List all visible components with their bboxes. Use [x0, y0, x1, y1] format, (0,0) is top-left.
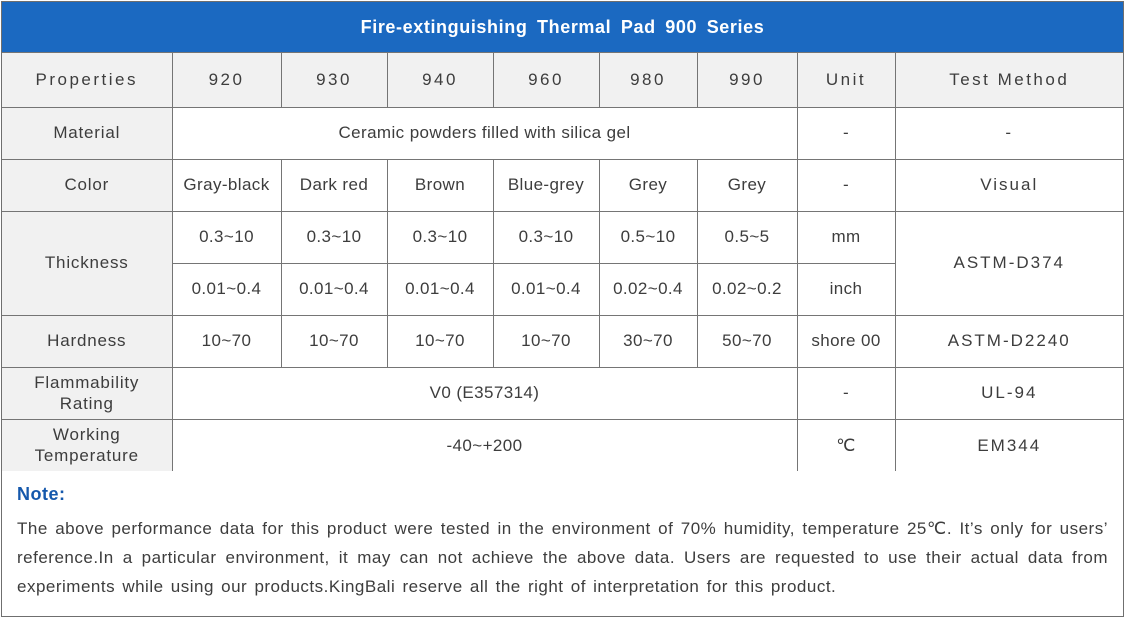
thickness-inch-980: 0.02~0.4 [599, 263, 697, 315]
col-header-unit: Unit [797, 53, 895, 107]
working-temperature-unit: ℃ [797, 419, 895, 471]
col-header-test-method: Test Method [895, 53, 1123, 107]
material-test-method: - [895, 107, 1123, 159]
note-section [2, 471, 1123, 601]
datasheet [1, 1, 1124, 617]
thickness-inch-990: 0.02~0.2 [697, 263, 797, 315]
material-value: Ceramic powders filled with silica gel [172, 107, 797, 159]
row-color [2, 159, 1123, 211]
thickness-mm-990: 0.5~5 [697, 211, 797, 263]
color-value-960: Blue-grey [493, 159, 599, 211]
title-banner [2, 2, 1123, 53]
col-header-920: 920 [172, 53, 281, 107]
color-value-920: Gray-black [172, 159, 281, 211]
color-value-930: Dark red [281, 159, 387, 211]
header-row [2, 53, 1123, 107]
hardness-value-990: 50~70 [697, 315, 797, 367]
col-header-990: 990 [697, 53, 797, 107]
thickness-label: Thickness [2, 211, 172, 315]
color-value-940: Brown [387, 159, 493, 211]
thickness-mm-960: 0.3~10 [493, 211, 599, 263]
row-thickness-mm [2, 211, 1123, 263]
thickness-inch-960: 0.01~0.4 [493, 263, 599, 315]
hardness-value-930: 10~70 [281, 315, 387, 367]
color-value-980: Grey [599, 159, 697, 211]
col-header-930: 930 [281, 53, 387, 107]
color-label: Color [2, 159, 172, 211]
hardness-value-960: 10~70 [493, 315, 599, 367]
flammability-unit: - [797, 367, 895, 419]
hardness-value-920: 10~70 [172, 315, 281, 367]
page-title: Fire-extinguishing Thermal Pad 900 Series [360, 16, 765, 37]
color-test-method: Visual [895, 159, 1123, 211]
col-header-940: 940 [387, 53, 493, 107]
col-header-960: 960 [493, 53, 599, 107]
working-temperature-test-method: EM344 [895, 419, 1123, 471]
hardness-test-method: ASTM-D2240 [895, 315, 1123, 367]
material-unit: - [797, 107, 895, 159]
thickness-unit-mm: mm [797, 211, 895, 263]
material-label: Material [2, 107, 172, 159]
spec-table [2, 53, 1123, 471]
thickness-inch-930: 0.01~0.4 [281, 263, 387, 315]
row-hardness [2, 315, 1123, 367]
working-temperature-value: -40~+200 [172, 419, 797, 471]
flammability-test-method: UL-94 [895, 367, 1123, 419]
flammability-value: V0 (E357314) [172, 367, 797, 419]
color-unit: - [797, 159, 895, 211]
color-value-990: Grey [697, 159, 797, 211]
thickness-inch-940: 0.01~0.4 [387, 263, 493, 315]
thickness-test-method: ASTM-D374 [895, 211, 1123, 315]
row-material [2, 107, 1123, 159]
col-header-980: 980 [599, 53, 697, 107]
hardness-value-940: 10~70 [387, 315, 493, 367]
row-working-temperature [2, 419, 1123, 471]
hardness-value-980: 30~70 [599, 315, 697, 367]
hardness-unit: shore 00 [797, 315, 895, 367]
flammability-label: Flammability Rating [2, 367, 172, 419]
thickness-unit-inch: inch [797, 263, 895, 315]
note-text: The above performance data for this product were tested in the environment of 70% humidity, temperature 25℃. It’s only for users’ reference.In a particular environment, it may can not achieve the above data. Users are requested to use their actual data from experiments while using our products.KingBali reserve all the right of interpretation for this product. [17, 519, 1108, 596]
note-label: Note: [17, 484, 66, 504]
thickness-mm-920: 0.3~10 [172, 211, 281, 263]
thickness-inch-920: 0.01~0.4 [172, 263, 281, 315]
thickness-mm-980: 0.5~10 [599, 211, 697, 263]
row-flammability [2, 367, 1123, 419]
hardness-label: Hardness [2, 315, 172, 367]
working-temperature-label: Working Temperature [2, 419, 172, 471]
thickness-mm-940: 0.3~10 [387, 211, 493, 263]
col-header-properties: Properties [2, 53, 172, 107]
thickness-mm-930: 0.3~10 [281, 211, 387, 263]
